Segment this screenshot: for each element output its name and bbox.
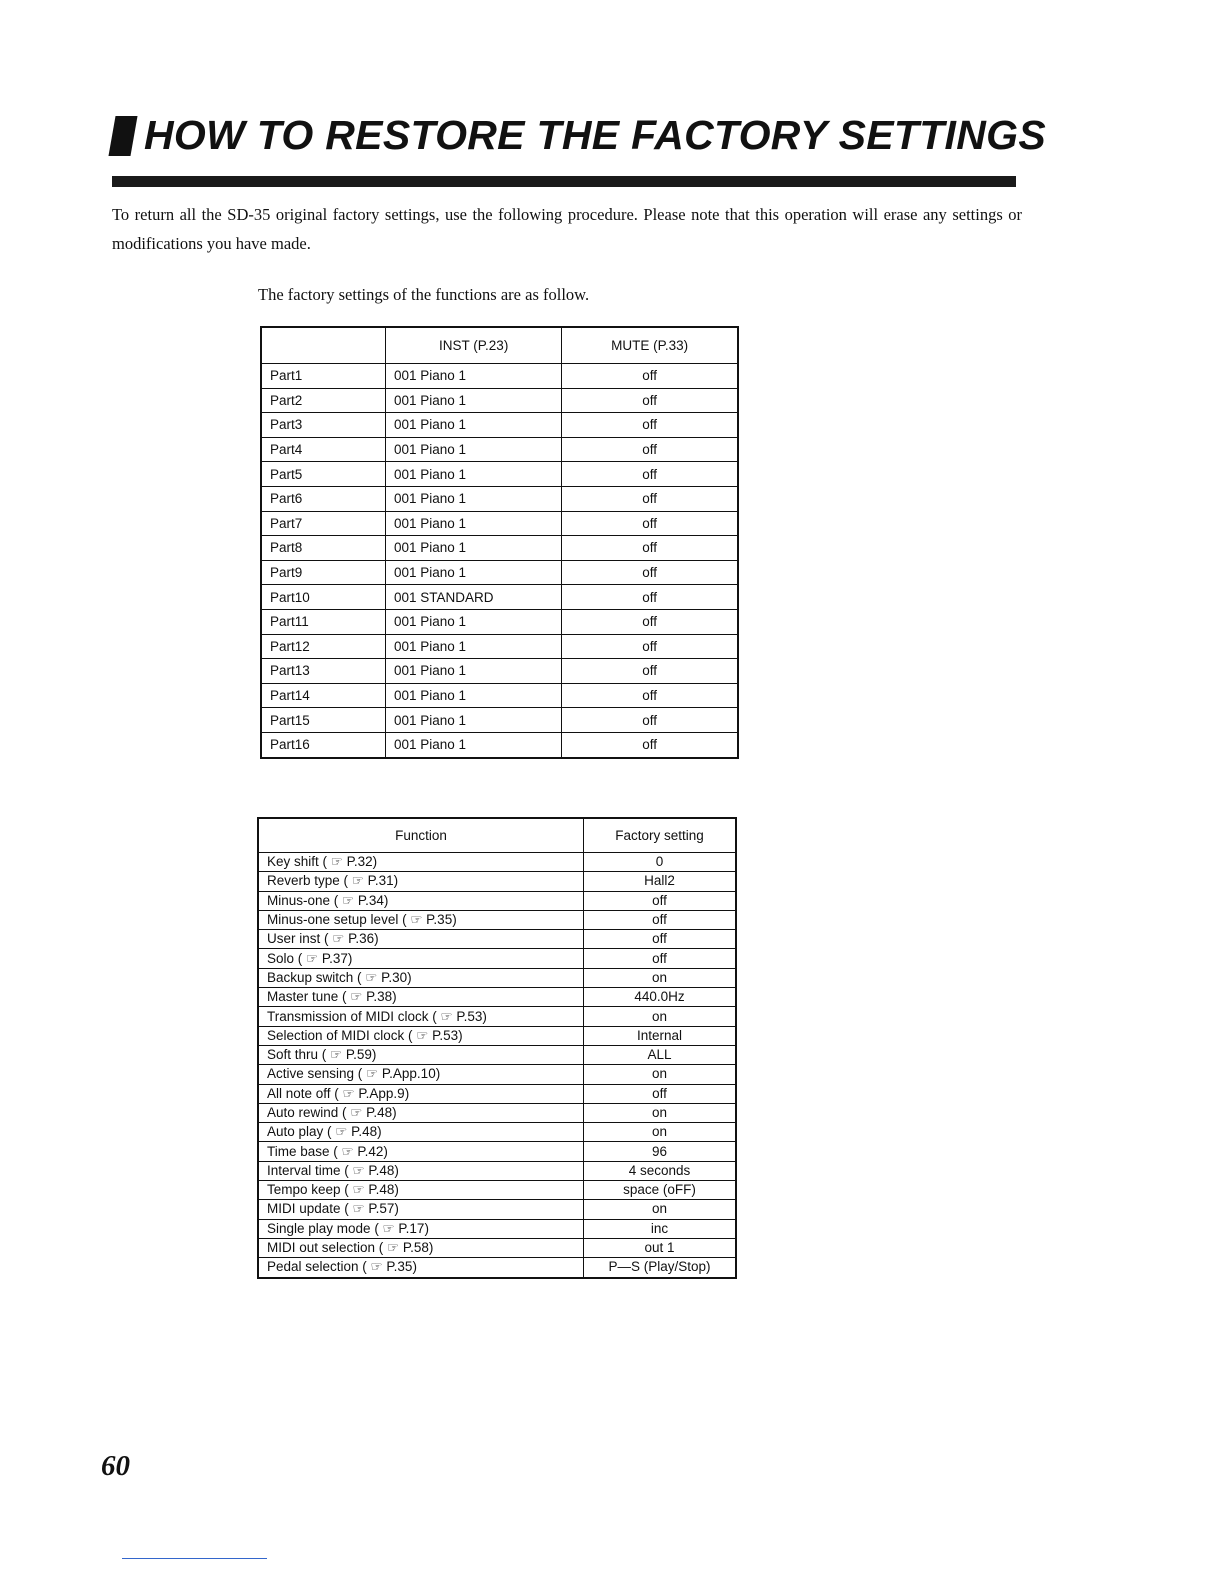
- part-name-cell: Part5: [261, 462, 386, 487]
- table-row: [261, 364, 738, 389]
- mute-cell: off: [562, 437, 738, 462]
- mute-cell: off: [562, 462, 738, 487]
- table-row: [258, 968, 736, 987]
- mute-cell: off: [562, 486, 738, 511]
- factory-setting-cell: P—S (Play/Stop): [583, 1258, 736, 1278]
- factory-setting-cell: 0: [583, 853, 736, 872]
- factory-setting-cell: on: [583, 1007, 736, 1026]
- table-row: [261, 708, 738, 733]
- factory-setting-cell: on: [583, 1103, 736, 1122]
- factory-setting-cell: 440.0Hz: [583, 988, 736, 1007]
- table-row: [258, 891, 736, 910]
- column-header-factory-setting: Factory setting: [583, 818, 736, 853]
- mute-cell: off: [562, 585, 738, 610]
- table-row: [261, 437, 738, 462]
- parts-settings-table: [260, 326, 739, 759]
- mute-cell: off: [562, 511, 738, 536]
- factory-setting-cell: off: [583, 1084, 736, 1103]
- table-row: [258, 949, 736, 968]
- mute-cell: off: [562, 536, 738, 561]
- part-name-cell: Part10: [261, 585, 386, 610]
- part-name-cell: Part3: [261, 413, 386, 438]
- factory-setting-cell: ALL: [583, 1045, 736, 1064]
- mute-cell: off: [562, 388, 738, 413]
- part-name-cell: Part11: [261, 609, 386, 634]
- inst-cell: 001 Piano 1: [386, 486, 562, 511]
- table-row: [258, 910, 736, 929]
- intro-paragraph: To return all the SD-35 original factory settings, use the following procedure. Please note that this operation will erase any settings or modifications you have made.: [112, 205, 1022, 253]
- table-row: [261, 585, 738, 610]
- inst-cell: 001 Piano 1: [386, 560, 562, 585]
- inst-cell: 001 Piano 1: [386, 511, 562, 536]
- inst-cell: 001 Piano 1: [386, 437, 562, 462]
- table-row: [258, 1142, 736, 1161]
- factory-setting-cell: 96: [583, 1142, 736, 1161]
- part-name-cell: Part4: [261, 437, 386, 462]
- table-row: [261, 560, 738, 585]
- factory-setting-cell: on: [583, 1200, 736, 1219]
- function-name-cell: All note off ( ☞ P.App.9): [258, 1084, 583, 1103]
- inst-cell: 001 Piano 1: [386, 536, 562, 561]
- factory-setting-cell: inc: [583, 1219, 736, 1238]
- section-square-icon: [108, 116, 137, 156]
- table-row: [258, 1084, 736, 1103]
- table-row: [258, 853, 736, 872]
- table-row: [258, 1123, 736, 1142]
- part-name-cell: Part14: [261, 683, 386, 708]
- table-row: [258, 1219, 736, 1238]
- function-name-cell: Reverb type ( ☞ P.31): [258, 872, 583, 891]
- factory-setting-cell: Internal: [583, 1026, 736, 1045]
- table-row: [258, 1026, 736, 1045]
- factory-setting-cell: on: [583, 1065, 736, 1084]
- factory-setting-cell: off: [583, 910, 736, 929]
- table-row: [261, 732, 738, 757]
- table-row: [258, 872, 736, 891]
- function-name-cell: Key shift ( ☞ P.32): [258, 853, 583, 872]
- factory-setting-cell: 4 seconds: [583, 1161, 736, 1180]
- table-row: [258, 1161, 736, 1180]
- part-name-cell: Part13: [261, 659, 386, 684]
- mute-cell: off: [562, 732, 738, 757]
- table-row: [258, 930, 736, 949]
- factory-setting-cell: on: [583, 1123, 736, 1142]
- table-intro-text: The factory settings of the functions are as follow.: [258, 285, 590, 304]
- function-name-cell: Selection of MIDI clock ( ☞ P.53): [258, 1026, 583, 1045]
- function-name-cell: Tempo keep ( ☞ P.48): [258, 1181, 583, 1200]
- part-name-cell: Part16: [261, 732, 386, 757]
- table-row: [261, 413, 738, 438]
- function-name-cell: Pedal selection ( ☞ P.35): [258, 1258, 583, 1278]
- factory-setting-cell: off: [583, 930, 736, 949]
- inst-cell: 001 Piano 1: [386, 388, 562, 413]
- inst-cell: 001 Piano 1: [386, 609, 562, 634]
- mute-cell: off: [562, 413, 738, 438]
- function-name-cell: MIDI update ( ☞ P.57): [258, 1200, 583, 1219]
- table-row: [258, 1238, 736, 1257]
- factory-setting-cell: off: [583, 949, 736, 968]
- table-row: [261, 511, 738, 536]
- function-name-cell: Interval time ( ☞ P.48): [258, 1161, 583, 1180]
- table-row: [258, 1045, 736, 1064]
- table-header-row: [258, 818, 736, 853]
- mute-cell: off: [562, 609, 738, 634]
- table-row: [261, 486, 738, 511]
- inst-cell: 001 Piano 1: [386, 462, 562, 487]
- function-settings-table: [257, 817, 737, 1279]
- mute-cell: off: [562, 683, 738, 708]
- function-name-cell: Backup switch ( ☞ P.30): [258, 968, 583, 987]
- table-row: [261, 388, 738, 413]
- function-name-cell: User inst ( ☞ P.36): [258, 930, 583, 949]
- title-underline-rule: [112, 176, 1016, 187]
- table-row: [261, 536, 738, 561]
- table-row: [261, 634, 738, 659]
- function-name-cell: Active sensing ( ☞ P.App.10): [258, 1065, 583, 1084]
- inst-cell: 001 Piano 1: [386, 683, 562, 708]
- part-name-cell: Part12: [261, 634, 386, 659]
- table-row: [258, 1258, 736, 1278]
- column-header-part: [261, 327, 386, 364]
- table-row: [258, 988, 736, 1007]
- page-title-text: HOW TO RESTORE THE FACTORY SETTINGS: [144, 112, 1046, 158]
- factory-setting-cell: on: [583, 968, 736, 987]
- table-row: [261, 683, 738, 708]
- part-name-cell: Part15: [261, 708, 386, 733]
- table-row: [258, 1007, 736, 1026]
- table-row: [258, 1065, 736, 1084]
- table-row: [261, 659, 738, 684]
- table-header-row: [261, 327, 738, 364]
- page-number: 60: [101, 1450, 130, 1482]
- mute-cell: off: [562, 659, 738, 684]
- part-name-cell: Part7: [261, 511, 386, 536]
- table-row: [258, 1200, 736, 1219]
- bottom-divider-line: [122, 1558, 267, 1559]
- mute-cell: off: [562, 708, 738, 733]
- table-row: [258, 1181, 736, 1200]
- factory-setting-cell: out 1: [583, 1238, 736, 1257]
- function-name-cell: MIDI out selection ( ☞ P.58): [258, 1238, 583, 1257]
- inst-cell: 001 Piano 1: [386, 659, 562, 684]
- inst-cell: 001 Piano 1: [386, 364, 562, 389]
- factory-setting-cell: off: [583, 891, 736, 910]
- function-name-cell: Single play mode ( ☞ P.17): [258, 1219, 583, 1238]
- part-name-cell: Part9: [261, 560, 386, 585]
- table-row: [261, 609, 738, 634]
- column-header-function: Function: [258, 818, 583, 853]
- function-name-cell: Soft thru ( ☞ P.59): [258, 1045, 583, 1064]
- inst-cell: 001 STANDARD: [386, 585, 562, 610]
- function-name-cell: Auto play ( ☞ P.48): [258, 1123, 583, 1142]
- page-title: [112, 112, 1046, 159]
- table-row: [258, 1103, 736, 1122]
- inst-cell: 001 Piano 1: [386, 634, 562, 659]
- function-name-cell: Solo ( ☞ P.37): [258, 949, 583, 968]
- factory-setting-cell: space (oFF): [583, 1181, 736, 1200]
- column-header-inst: INST (P.23): [386, 327, 562, 364]
- table-row: [261, 462, 738, 487]
- part-name-cell: Part2: [261, 388, 386, 413]
- function-name-cell: Transmission of MIDI clock ( ☞ P.53): [258, 1007, 583, 1026]
- part-name-cell: Part8: [261, 536, 386, 561]
- function-name-cell: Minus-one ( ☞ P.34): [258, 891, 583, 910]
- inst-cell: 001 Piano 1: [386, 413, 562, 438]
- function-name-cell: Master tune ( ☞ P.38): [258, 988, 583, 1007]
- column-header-mute: MUTE (P.33): [562, 327, 738, 364]
- function-name-cell: Time base ( ☞ P.42): [258, 1142, 583, 1161]
- inst-cell: 001 Piano 1: [386, 732, 562, 757]
- function-name-cell: Minus-one setup level ( ☞ P.35): [258, 910, 583, 929]
- mute-cell: off: [562, 560, 738, 585]
- part-name-cell: Part1: [261, 364, 386, 389]
- part-name-cell: Part6: [261, 486, 386, 511]
- mute-cell: off: [562, 634, 738, 659]
- factory-setting-cell: Hall2: [583, 872, 736, 891]
- mute-cell: off: [562, 364, 738, 389]
- function-name-cell: Auto rewind ( ☞ P.48): [258, 1103, 583, 1122]
- inst-cell: 001 Piano 1: [386, 708, 562, 733]
